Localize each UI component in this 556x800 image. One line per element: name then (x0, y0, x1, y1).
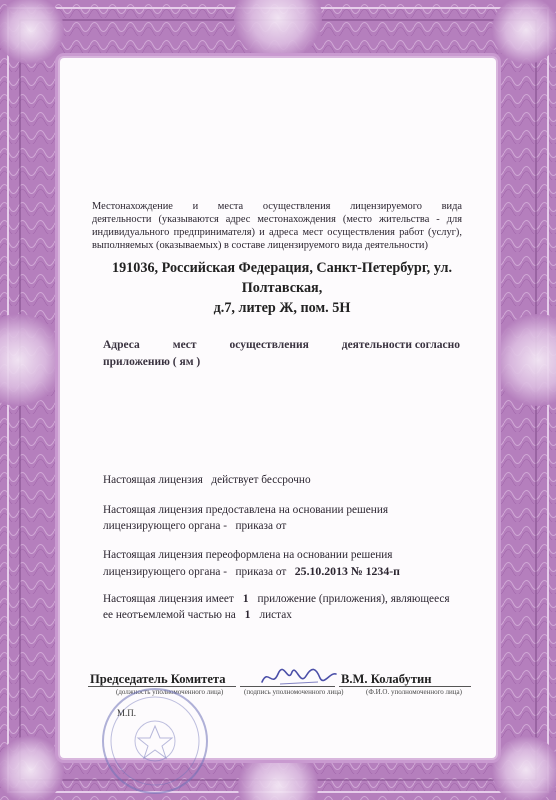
activity-places-word: мест (172, 339, 197, 351)
validity-value: действует бессрочно (211, 474, 311, 486)
signatory-name: В.М. Колабутин (341, 672, 432, 686)
appendix-suffix: листах (259, 609, 292, 621)
seal-label: М.П. (117, 708, 137, 718)
validity-label: Настоящая лицензия (103, 474, 203, 486)
appendix-sheets: 1 (244, 609, 251, 621)
activity-places (103, 337, 460, 371)
license-basis (103, 502, 463, 534)
location-description (92, 200, 462, 252)
organization-address (82, 258, 482, 318)
license-validity (103, 474, 311, 486)
official-seal (100, 686, 210, 796)
location-description-line: индивидуального предпринимателя) и адреса мест осуществления работ (услуг), (92, 227, 462, 238)
handwritten-signature (258, 662, 338, 692)
basis-line-2: лицензирующего органа - приказа от (103, 520, 287, 532)
caption-name: (Ф.И.О. уполномоченного лица) (366, 688, 462, 696)
signatory-position: Председатель Комитета (90, 672, 226, 686)
activity-places-word: деятельности согласно (341, 339, 460, 351)
address-line-2: д.7, литер Ж, пом. 5Н (213, 300, 351, 316)
appendix-mid: приложение (приложения), являющееся (257, 593, 450, 605)
reissue-order-date: 25.10.2013 № 1234-п (294, 564, 400, 578)
license-reissue (103, 547, 483, 580)
activity-places-word: Адреса (103, 339, 140, 351)
location-description-line: выполняемых (оказываемых) в составе лицензируемого вида деятельности) (92, 240, 428, 251)
appendix-count: 1 (242, 593, 249, 605)
reissue-line-1: Настоящая лицензия переоформлена на основании решения (103, 549, 393, 561)
caption-signature: (подпись уполномоченного лица) (244, 688, 344, 696)
location-description-line: Местонахождение и места осуществления лицензируемого вида (92, 201, 462, 212)
address-line-1: 191036, Российская Федерация, Санкт-Петербург, ул. Полтавская, (111, 260, 453, 296)
appendix-prefix: Настоящая лицензия имеет (103, 593, 234, 605)
basis-line-1: Настоящая лицензия предоставлена на основании решения (103, 504, 389, 516)
paper-area (60, 58, 496, 758)
caption-position: (должность уполномоченного лица) (116, 688, 224, 696)
activity-places-word: осуществления (229, 339, 309, 351)
appendix-info (103, 591, 493, 623)
reissue-line-2: лицензирующего органа - приказа от (103, 566, 287, 578)
location-description-line: деятельности (указываются адрес местонахождения (место жительства - для (92, 214, 462, 225)
activity-places-line2: приложению ( ям ) (103, 356, 201, 368)
appendix-prefix-2: ее неотъемлемой частью на (103, 609, 236, 621)
